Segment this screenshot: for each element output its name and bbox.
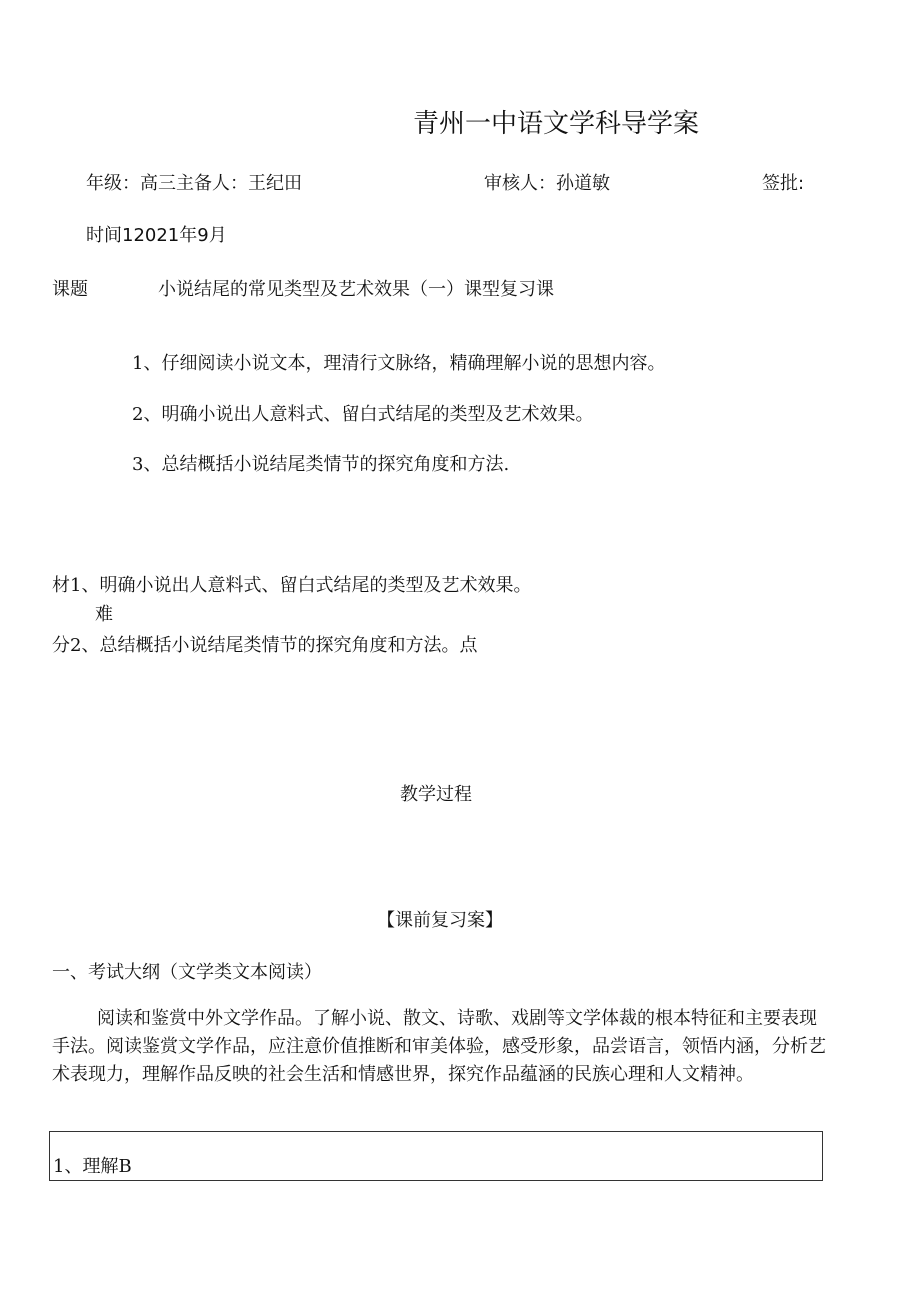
outline-paragraph: 阅读和鉴赏中外文学作品。了解小说、散文、诗歌、戏剧等文学体裁的根本特征和主要表现手法。阅读鉴赏文学作品，应注意价值推断和审美体验，感受形象，品尝语言，领悟内涵，分析艺术表现力，理解作品反映的社会生活和情感世界，探究作品蕴涵的民族心理和人文精神。 [52, 1008, 826, 1085]
table-cell: 1、理解B [53, 1156, 132, 1177]
approval-label: 签批: [762, 173, 805, 194]
outline-heading [52, 958, 322, 984]
outline-subtitle: （文学类文本阅读） [160, 962, 322, 983]
page-title: 青州一中语文学科导学案 [413, 109, 700, 139]
outline-title: 一、考试大纲 [52, 962, 160, 983]
goal-item: 2、明确小说出人意料式、留白式结尾的类型及艺术效果。 [132, 404, 594, 425]
difficulty-line-2: 分2、总结概括小说结尾类情节的探究角度和方法。点 [52, 635, 478, 656]
goal-item: 3、总结概括小说结尾类情节的探究角度和方法. [132, 454, 510, 475]
section-heading-review: 【课前复习案】 [377, 910, 503, 931]
topic-value: 小说结尾的常见类型及艺术效果（一）课型复习课 [158, 279, 554, 300]
grade-preparer: 年级：高三主备人：王纪田 [86, 173, 302, 194]
difficulty-label: 难 [95, 604, 113, 625]
date-line: 时间12021年9月 [86, 225, 227, 246]
requirements-table [49, 1131, 823, 1181]
goal-item: 1、仔细阅读小说文本，理清行文脉络，精确理解小说的思想内容。 [132, 353, 666, 374]
topic-label: 课题 [52, 279, 88, 300]
difficulty-line-1: 材1、明确小说出人意料式、留白式结尾的类型及艺术效果。 [52, 575, 532, 596]
reviewer: 审核人：孙道敏 [484, 173, 610, 194]
section-heading-process: 教学过程 [400, 784, 472, 805]
